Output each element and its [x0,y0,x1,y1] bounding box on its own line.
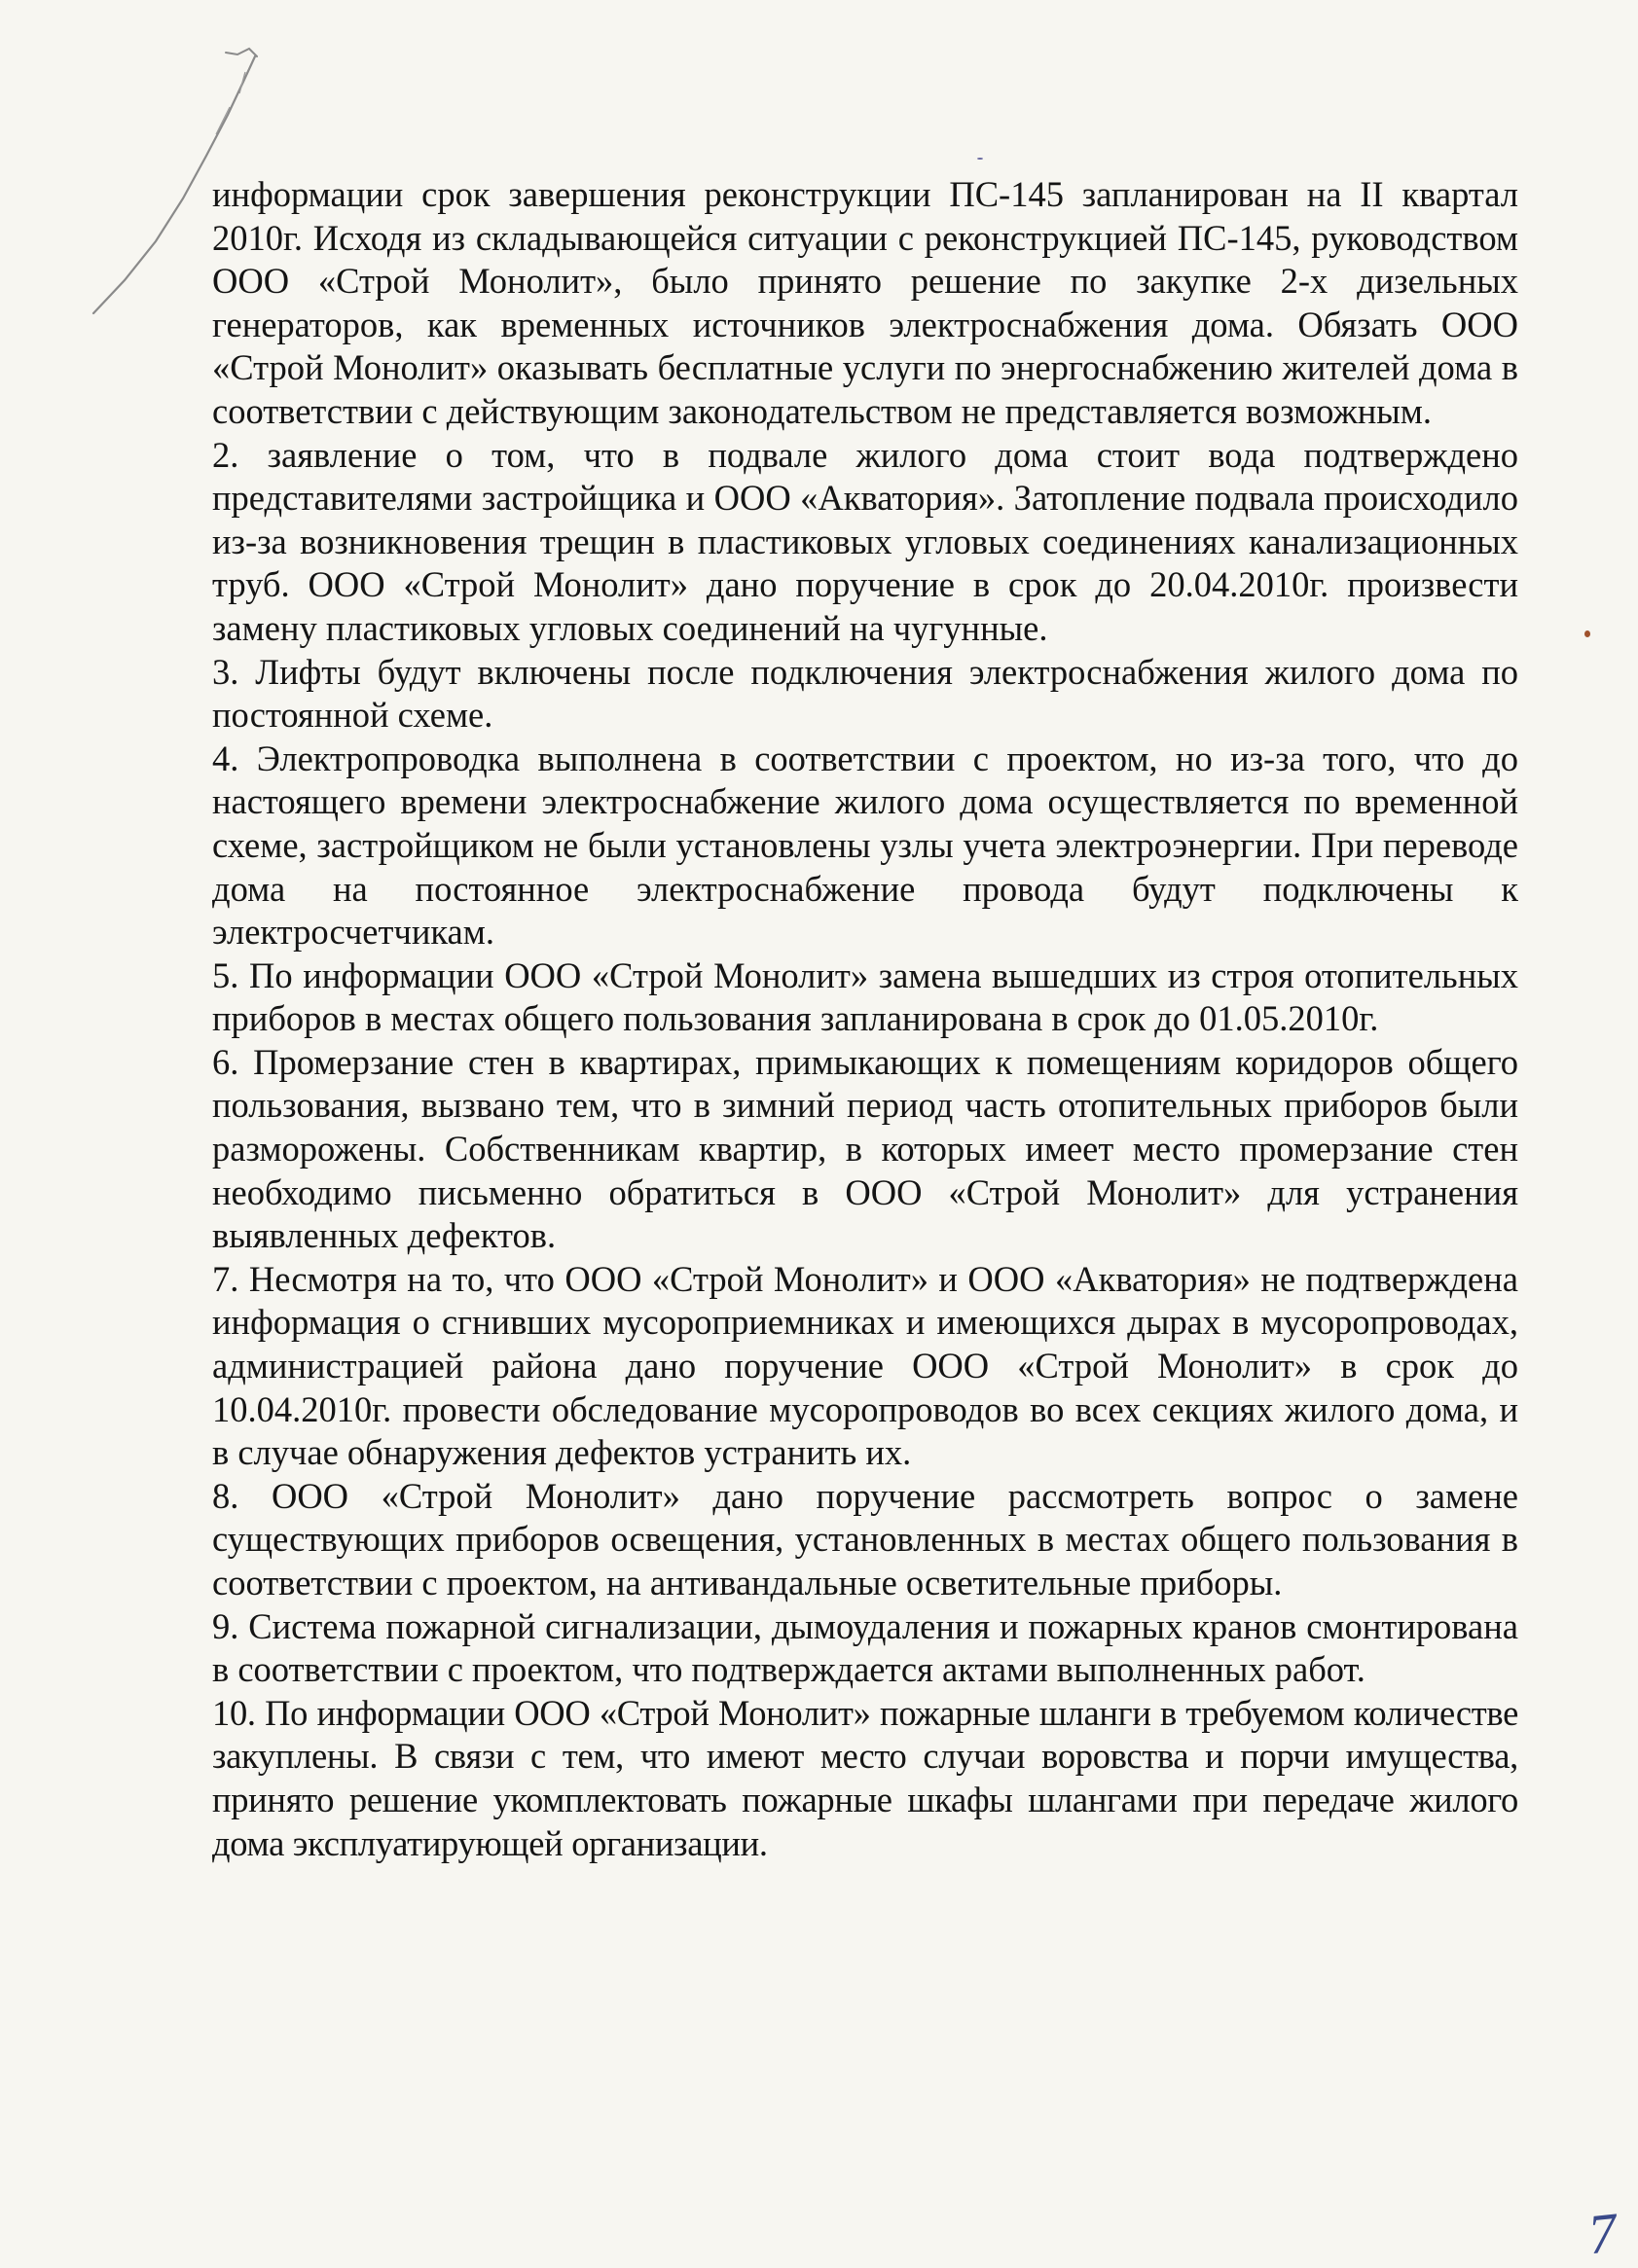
document-body [212,173,1518,1865]
list-item-3: 3. Лифты будут включены после подключения электроснабжения жилого дома по постоянной схеме. [212,651,1518,736]
ink-speck [977,158,983,160]
list-item-8: 8. ООО «Строй Монолит» дано поручение рассмотреть вопрос о замене существующих приборов освещения, установленных в местах общего пользования в соответствии с проектом, на антивандальные осветительные приборы. [212,1475,1518,1602]
list-item-7: 7. Несмотря на то, что ООО «Строй Монолит» и ООО «Акватория» не подтверждена информация о сгнивших мусороприемниках и имеющихся дырах в мусоропроводах, администрацией района дано поручение ООО «Строй Монолит» в срок до 10.04.2010г. провести обследование мусоропроводов во всех секциях жилого дома, и в случае обнаружения дефектов устранить их. [212,1258,1518,1473]
list-item-5: 5. По информации ООО «Строй Монолит» замена вышедших из строя отопительных приборов в местах общего пользования запланирована в срок до 01.05.2010г. [212,954,1518,1039]
ink-speck [1584,630,1590,637]
list-item-4: 4. Электропроводка выполнена в соответствии с проектом, но из-за того, что до настоящего времени электроснабжение жилого дома осуществляется по временной схеме, застройщиком не были установлены узлы учета электроэнергии. При переводе дома на постоянное электроснабжение провода будут подключены к электросчетчикам. [212,738,1518,953]
list-item-10: 10. По информации ООО «Строй Монолит» пожарные шланги в требуемом количестве закуплены. В связи с тем, что имеют место случаи воровства и порчи имущества, принято решение укомплектовать пожарные шкафы шлангами при передаче жилого дома эксплуатирующей организации. [212,1692,1518,1863]
list-item-2: 2. заявление о том, что в подвале жилого дома стоит вода подтверждено представителями застройщика и ООО «Акватория». Затопление подвала происходило из-за возникновения трещин в пластиковых угловых соединениях канализационных труб. ООО «Строй Монолит» дано поручение в срок до 20.04.2010г. произвести замену пластиковых угловых соединений на чугунные. [212,434,1518,648]
page-number: 7 [1584,2200,1620,2267]
list-item-6: 6. Промерзание стен в квартирах, примыкающих к помещениям коридоров общего пользования, вызвано тем, что в зимний период часть отопительных приборов были разморожены. Собственникам квартир, в которых имеет место промерзание стен необходимо письменно обратиться в ООО «Строй Монолит» для устранения выявленных дефектов. [212,1041,1518,1256]
continuation-paragraph: информации срок завершения реконструкции ПС-145 запланирован на II квартал 2010г. Исходя из складывающейся ситуации с реконструкцией ПС-145, руководством ООО «Строй Монолит», было принято решение по закупке 2-х дизельных генераторов, как временных источников электроснабжения дома. Обязать ООО «Строй Монолит» оказывать бесплатные услуги по энергоснабжению жителей дома в соответствии с действующим законодательством не представляется возможным. [212,174,1518,431]
list-item-9: 9. Система пожарной сигнализации, дымоудаления и пожарных кранов смонтирована в соответствии с проектом, что подтверждается актами выполненных работ. [212,1605,1518,1690]
